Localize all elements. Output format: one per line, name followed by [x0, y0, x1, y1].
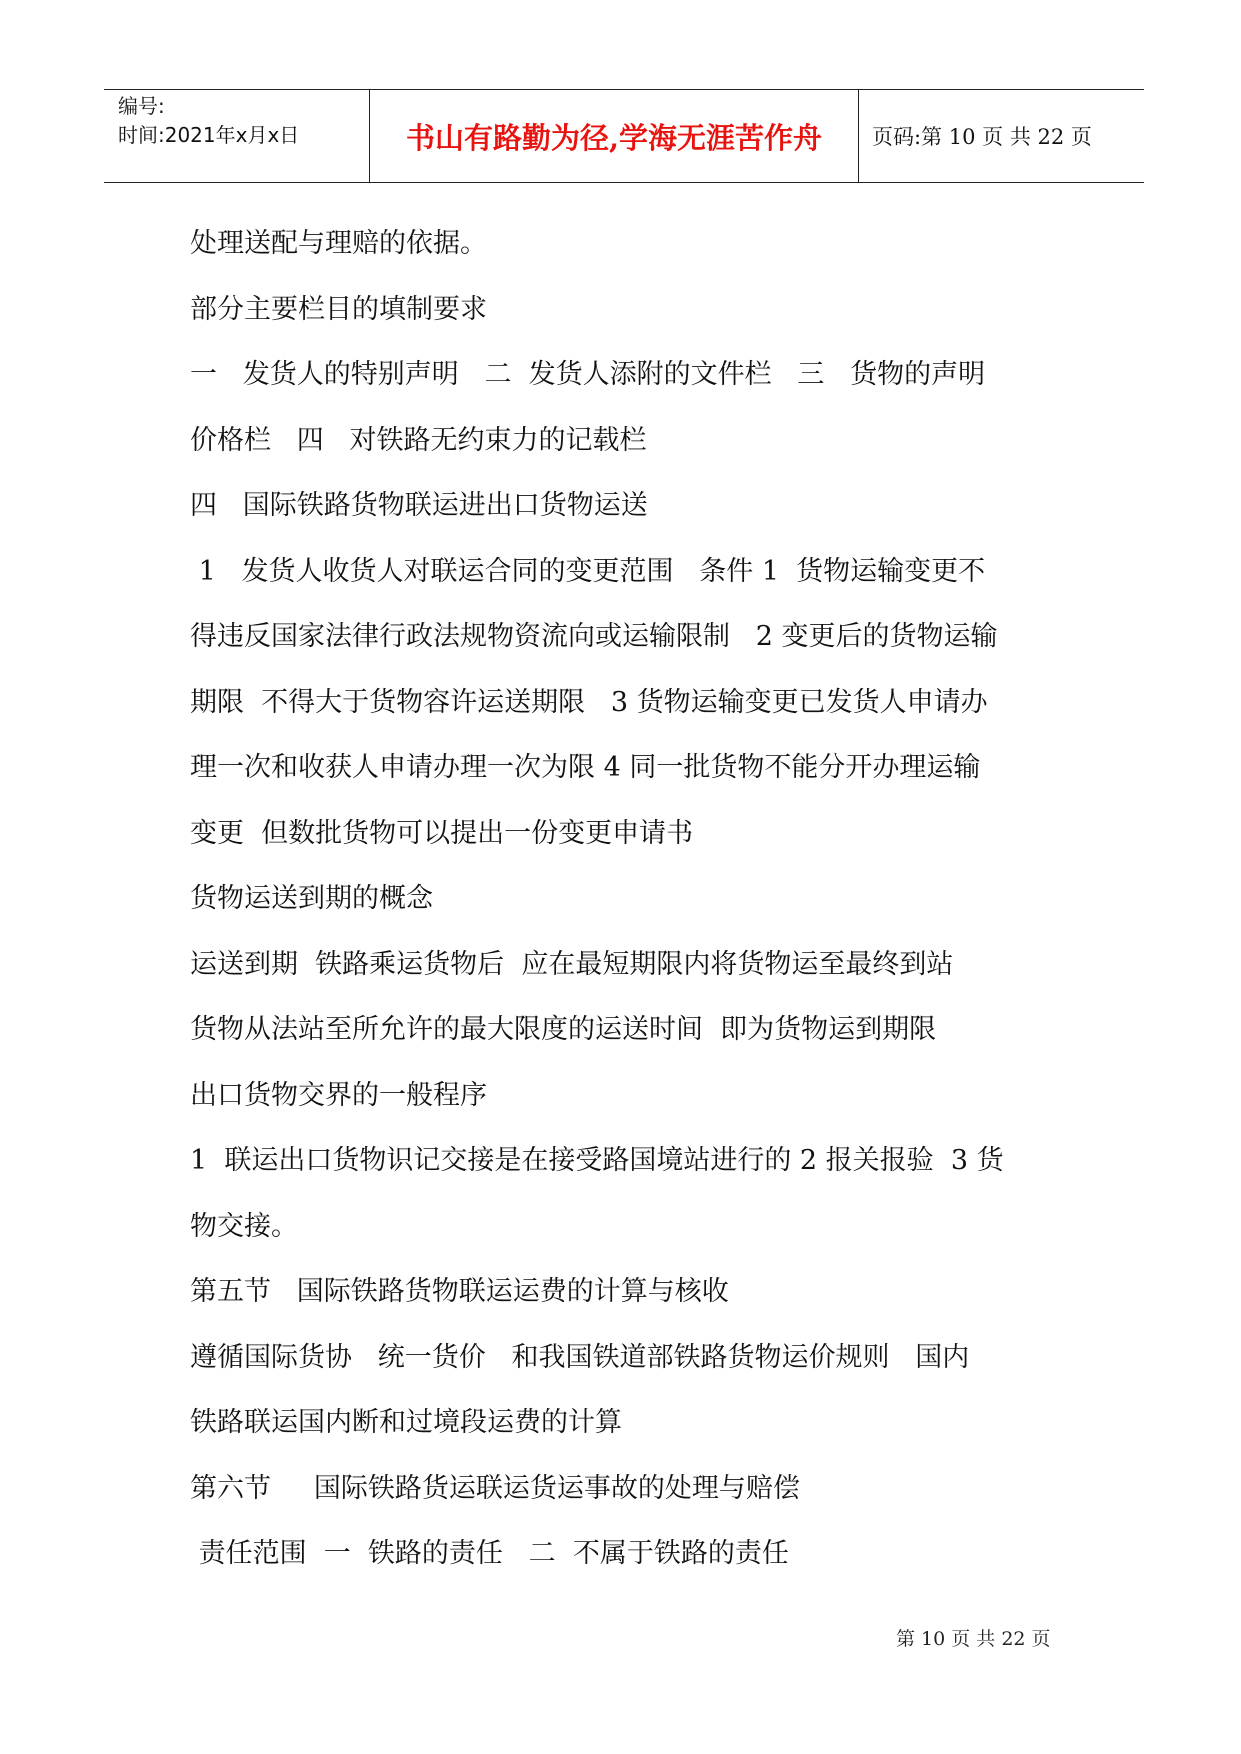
body-line: 货物从法站至所允许的最大限度的运送时间 即为货物运到期限 — [190, 1014, 937, 1045]
body-line: 价格栏 四 对铁路无约束力的记载栏 — [190, 424, 647, 456]
header-divider — [858, 90, 859, 182]
page-footer: 第 10 页 共 22 页 — [896, 1628, 1051, 1650]
body-line: 1 联运出口货物识记交接是在接受路国境站进行的 2 报关报验 3 货 — [190, 1145, 1004, 1176]
header-page-info: 页码:第 10 页 共 22 页 — [872, 125, 1092, 149]
body-line: 1 发货人收货人对联运合同的变更范围 条件 1 货物运输变更不 — [190, 555, 986, 587]
body-line: 出口货物交界的一般程序 — [190, 1079, 487, 1111]
body-line: 部分主要栏目的填制要求 — [190, 293, 487, 325]
header-motto: 书山有路勤为径,学海无涯苦作舟 — [405, 120, 823, 155]
body-line: 变更 但数批货物可以提出一份变更申请书 — [190, 817, 694, 849]
body-line: 遵循国际货协 统一货价 和我国铁道部铁路货物运价规则 国内 — [190, 1341, 970, 1373]
body-line: 一 发货人的特别声明 二 发货人添附的文件栏 三 货物的声明 — [190, 359, 986, 390]
body-line: 第六节 国际铁路货运联运货运事故的处理与赔偿 — [190, 1472, 800, 1504]
body-line: 责任范围 一 铁路的责任 二 不属于铁路的责任 — [190, 1538, 789, 1569]
body-line: 运送到期 铁路乘运货物后 应在最短期限内将货物运至最终到站 — [190, 948, 954, 980]
header-meta — [118, 92, 299, 150]
document-body — [190, 211, 1070, 1587]
body-line: 期限 不得大于货物容许运送期限 3 货物运输变更已发货人申请办 — [190, 686, 988, 718]
time-label: 时间:2021年x月x日 — [118, 123, 300, 147]
document-header — [104, 89, 1144, 183]
body-line: 第五节 国际铁路货物联运运费的计算与核收 — [190, 1276, 729, 1307]
body-line: 物交接。 — [190, 1210, 298, 1242]
body-line: 处理送配与理赔的依据。 — [190, 228, 487, 259]
body-line: 货物运送到期的概念 — [190, 883, 433, 914]
serial-label: 编号: — [118, 94, 165, 118]
body-line: 得违反国家法律行政法规物资流向或运输限制 2 变更后的货物运输 — [190, 621, 998, 652]
body-line: 铁路联运国内断和过境段运费的计算 — [190, 1407, 622, 1438]
body-line: 四 国际铁路货物联运进出口货物运送 — [190, 490, 648, 521]
body-line: 理一次和收获人申请办理一次为限 4 同一批货物不能分开办理运输 — [190, 752, 981, 783]
